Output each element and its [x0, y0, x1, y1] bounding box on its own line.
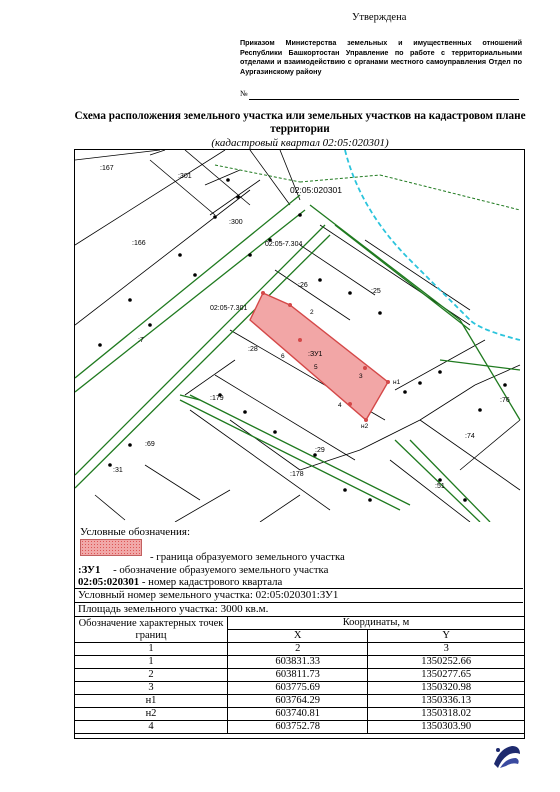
y-cell: 1350336.13 — [368, 695, 525, 708]
water-line — [345, 150, 520, 340]
x-cell: 603740.81 — [228, 708, 368, 721]
label-166: :166 — [132, 240, 146, 247]
table-row — [75, 721, 525, 734]
number-line — [249, 99, 519, 100]
table-row — [75, 695, 525, 708]
point-cell: н1 — [75, 695, 228, 708]
number-sign: № — [240, 89, 248, 98]
legend-item-boundary: - граница образуемого земельного участка — [150, 551, 345, 563]
y-cell: 1350303.90 — [368, 721, 525, 734]
label-zone-304: 02:05-7.304 — [265, 241, 303, 248]
label-26: :26 — [298, 282, 308, 289]
label-178: :178 — [290, 471, 304, 478]
point-cell: 3 — [75, 682, 228, 695]
x-cell: 603831.33 — [228, 656, 368, 669]
cadastral-map — [75, 150, 523, 522]
point-cell: 1 — [75, 656, 228, 669]
logo-icon — [490, 742, 524, 777]
table-row — [75, 669, 525, 682]
conditional-number: Условный номер земельного участка: 02:05:020301:ЗУ1 — [78, 589, 339, 601]
order-text: Приказом Министерства земельных и имущественных отношений Республики Башкортостан Управление по работе с территориальными отделами и взаимодействию с органами местного самоуправления Отдел по Аургазинскому району — [240, 38, 522, 76]
table-row — [75, 682, 525, 695]
label-25: :25 — [371, 288, 381, 295]
label-28: :28 — [248, 346, 258, 353]
legend-parcel-swatch — [80, 539, 142, 556]
x-cell: 603775.69 — [228, 682, 368, 695]
label-74: :74 — [465, 433, 475, 440]
legend-zu-code: :ЗУ1 — [78, 564, 101, 576]
y-cell: 1350318.02 — [368, 708, 525, 721]
point-n1: н1 — [393, 379, 401, 386]
parcel-area: Площадь земельного участка: 3000 кв.м. — [78, 603, 269, 615]
y-cell: 1350252.66 — [368, 656, 525, 669]
quarter-boundary — [215, 165, 520, 210]
document-title: Схема расположения земельного участка или земельных участков на кадастровом плане территории — [74, 110, 526, 135]
point-cell: 4 — [75, 721, 228, 734]
x-cell: 603811.73 — [228, 669, 368, 682]
x-cell: 603752.78 — [228, 721, 368, 734]
y-cell: 1350277.65 — [368, 669, 525, 682]
label-quarter: 02:05:020301 — [290, 185, 342, 195]
legend-zu-text: - обозначение образуемого земельного участка — [113, 564, 329, 576]
point-n2: н2 — [361, 423, 369, 430]
legend-item-quarter — [78, 576, 282, 588]
col-coords-header: Координаты, м — [228, 617, 525, 630]
label-167: :167 — [100, 165, 114, 172]
point-4: 4 — [338, 402, 342, 409]
point-2: 2 — [310, 309, 314, 316]
point-cell: н2 — [75, 708, 228, 721]
legend-quarter-text: - номер кадастрового квартала — [141, 576, 283, 588]
coordinates-table — [74, 616, 525, 734]
y-cell: 1350320.98 — [368, 682, 525, 695]
x-header: X — [228, 630, 368, 643]
label-zone-301: 02:05-7.301 — [210, 305, 248, 312]
index-cell: 1 — [75, 643, 228, 656]
label-51: :51 — [435, 483, 445, 490]
point-3: 3 — [359, 373, 363, 380]
table-row — [75, 656, 525, 669]
col-points-header: Обозначение характерных точек границ — [75, 617, 228, 643]
legend-quarter-code: 02:05:020301 — [78, 576, 140, 588]
label-69: :69 — [145, 441, 155, 448]
label-300: :300 — [229, 219, 243, 226]
quarter-subtitle: (кадастровый квартал 02:05:020301) — [211, 137, 389, 149]
label-zu1: :ЗУ1 — [308, 351, 323, 358]
index-cell: 3 — [368, 643, 525, 656]
index-cell: 2 — [228, 643, 368, 656]
legend-title: Условные обозначения: — [80, 526, 191, 538]
legend-item-zu — [78, 564, 328, 576]
label-7: :7 — [138, 337, 144, 344]
label-29: :29 — [315, 447, 325, 454]
x-cell: 603764.29 — [228, 695, 368, 708]
label-179: :179 — [210, 395, 224, 402]
approved-heading: Утверждена — [352, 12, 407, 23]
table-row — [75, 708, 525, 721]
label-31: :31 — [113, 467, 123, 474]
point-5: 5 — [314, 364, 318, 371]
y-header: Y — [368, 630, 525, 643]
point-cell: 2 — [75, 669, 228, 682]
point-6: 6 — [281, 353, 285, 360]
label-76: :76 — [500, 397, 510, 404]
label-301: :301 — [178, 173, 192, 180]
